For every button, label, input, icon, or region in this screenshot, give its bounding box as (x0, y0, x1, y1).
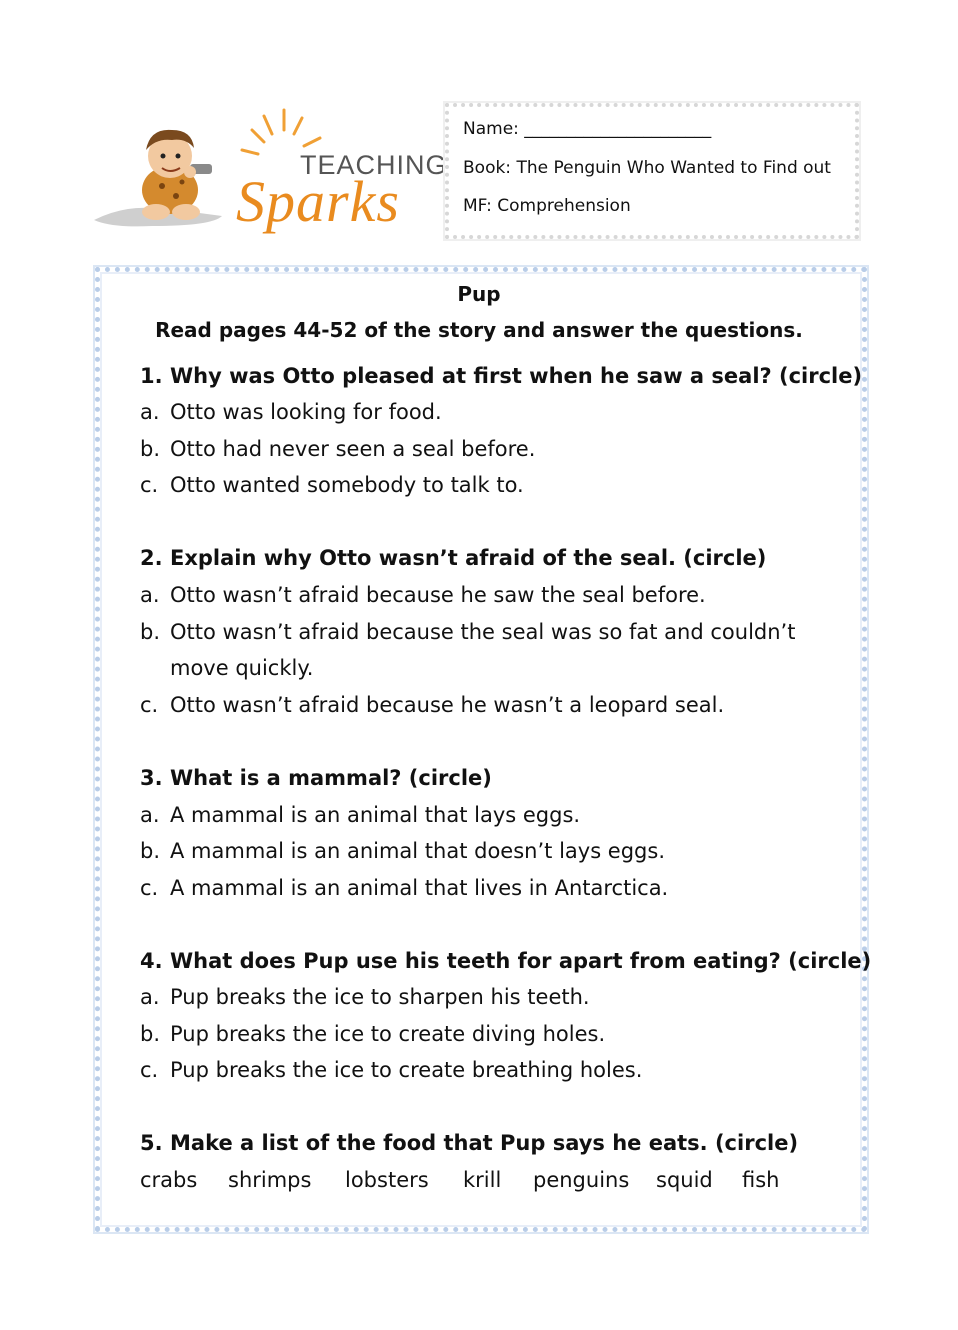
food-word[interactable]: shrimps (228, 1168, 312, 1192)
logo-text-teaching: TEACHING (300, 150, 448, 180)
question-3-option-b[interactable] (140, 839, 665, 863)
question-1 (140, 364, 862, 388)
option-text: Otto had never seen a seal before. (170, 437, 536, 461)
question-number: 1. (140, 364, 163, 388)
option-text: A mammal is an animal that doesn’t lays eggs. (170, 839, 666, 863)
option-text: Otto wasn’t afraid because he saw the seal before. (170, 583, 706, 607)
option-text: Otto wasn’t afraid because the seal was so fat and couldn’t (170, 620, 796, 644)
question-1-option-a[interactable] (140, 400, 442, 424)
question-2 (140, 546, 766, 570)
option-text: move quickly. (170, 656, 314, 680)
option-letter: a. (140, 985, 160, 1009)
option-text: Otto was looking for food. (170, 400, 442, 424)
question-4-option-b[interactable] (140, 1022, 605, 1046)
question-4-option-a[interactable] (140, 985, 590, 1009)
food-word[interactable]: fish (742, 1168, 780, 1192)
option-letter: c. (140, 473, 159, 497)
question-3 (140, 766, 492, 790)
student-info-box (445, 103, 859, 239)
question-2-option-b-continuation[interactable] (140, 656, 313, 680)
option-text: Pup breaks the ice to sharpen his teeth. (170, 985, 590, 1009)
food-word[interactable]: lobsters (345, 1168, 429, 1192)
food-word[interactable]: crabs (140, 1168, 198, 1192)
option-letter: c. (140, 693, 159, 717)
worksheet-instructions: Read pages 44-52 of the story and answer the questions. (155, 318, 803, 342)
option-text: Otto wanted somebody to talk to. (170, 473, 524, 497)
food-word[interactable]: krill (463, 1168, 502, 1192)
mf-label: MF: Comprehension (463, 196, 631, 216)
question-number: 4. (140, 949, 163, 973)
question-text: Explain why Otto wasn’t afraid of the seal. (circle) (170, 546, 767, 570)
question-5 (140, 1131, 798, 1155)
question-text: Make a list of the food that Pup says he eats. (circle) (170, 1131, 799, 1155)
question-4 (140, 949, 871, 973)
question-number: 3. (140, 766, 163, 790)
option-letter: c. (140, 1058, 159, 1082)
question-2-option-a[interactable] (140, 583, 706, 607)
option-letter: b. (140, 437, 161, 461)
question-text: Why was Otto pleased at first when he saw a seal? (circle) (170, 364, 863, 388)
question-number: 2. (140, 546, 163, 570)
question-1-option-b[interactable] (140, 437, 535, 461)
book-title: Book: The Penguin Who Wanted to Find out (463, 158, 831, 178)
question-4-option-c[interactable] (140, 1058, 642, 1082)
option-text: A mammal is an animal that lays eggs. (170, 803, 581, 827)
option-text: Pup breaks the ice to create breathing holes. (170, 1058, 643, 1082)
option-text: Pup breaks the ice to create diving holes. (170, 1022, 606, 1046)
option-letter: a. (140, 803, 160, 827)
food-word[interactable]: penguins (533, 1168, 630, 1192)
question-2-option-c[interactable] (140, 693, 724, 717)
question-2-option-b[interactable] (140, 620, 795, 644)
option-letter: a. (140, 583, 160, 607)
question-text: What does Pup use his teeth for apart from eating? (circle) (170, 949, 872, 973)
option-letter: a. (140, 400, 160, 424)
option-letter: b. (140, 1022, 161, 1046)
option-letter: c. (140, 876, 159, 900)
question-1-option-c[interactable] (140, 473, 524, 497)
name-field[interactable]: Name: ______________________ (463, 119, 712, 139)
option-text: A mammal is an animal that lives in Antarctica. (170, 876, 669, 900)
food-word[interactable]: squid (656, 1168, 713, 1192)
question-3-option-a[interactable] (140, 803, 580, 827)
worksheet-title: Pup (457, 282, 501, 306)
question-number: 5. (140, 1131, 163, 1155)
question-3-option-c[interactable] (140, 876, 668, 900)
option-letter: b. (140, 620, 161, 644)
question-text: What is a mammal? (circle) (170, 766, 492, 790)
option-letter: b. (140, 839, 161, 863)
logo-text-sparks: Sparks (236, 169, 400, 234)
option-text: Otto wasn’t afraid because he wasn’t a leopard seal. (170, 693, 725, 717)
